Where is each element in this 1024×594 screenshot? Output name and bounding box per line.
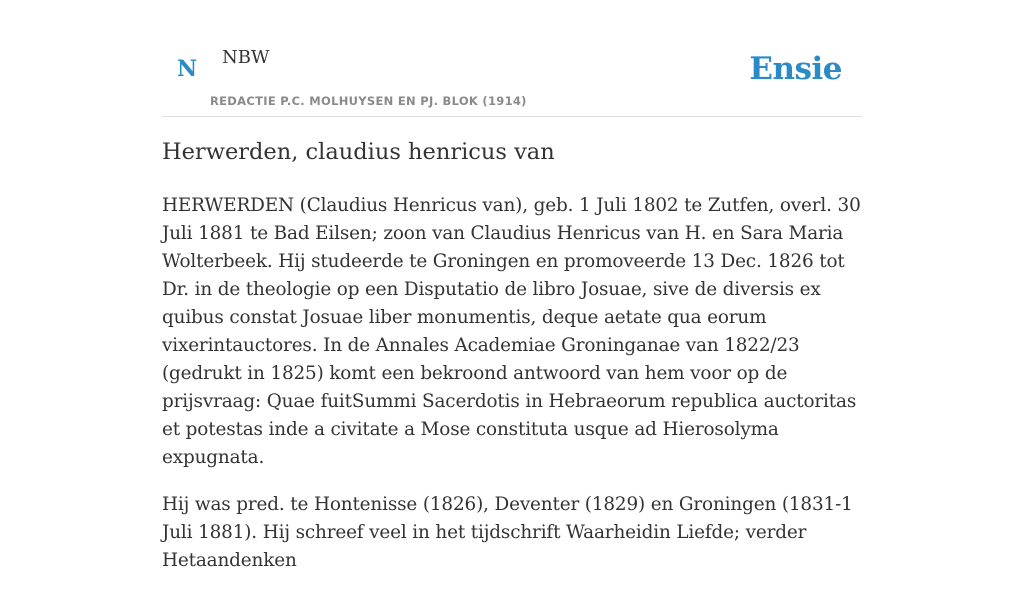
article-title: Herwerden, claudius henricus van xyxy=(162,139,555,165)
article-paragraph: Hij was pred. te Hontenisse (1826), Deventer (1829) en Groningen (1831-1 Juli 1881). Hij schreef veel in het tijdschrift Waarheidin Liefde; verder Hetaandenken xyxy=(162,494,853,571)
article-paragraph: HERWERDEN (Claudius Henricus van), geb. 1 Juli 1802 te Zutfen, overl. 30 Juli 1881 te Bad Eilsen; zoon van Claudius Henricus van H. en Sara Maria Wolterbeek. Hij studeerde te Groningen en promoveerde 13 Dec. 1826 tot Dr. in de theologie op een Disputatio de libro Josuae, sive de diversis ex quibus constat Josuae liber monumentis, deque aetate qua eorum vixerintauctores. In de Annales Academiae Groninganae van 1822/23 (gedrukt in 1825) komt een bekroond antwoord van hem voor op de prijsvraag: Quae fuitSummi Sacerdotis in Hebraeorum republica auctoritas et potestas inde a civitate a Mose constituta usque ad Hierosolyma expugnata. xyxy=(162,195,861,468)
source-subtitle: REDACTIE P.C. MOLHUYSEN EN PJ. BLOK (1914) xyxy=(210,94,527,108)
source-logo[interactable]: N xyxy=(177,56,198,82)
brand-logo[interactable]: Ensie xyxy=(749,51,842,87)
page xyxy=(162,0,862,571)
source-name: NBW xyxy=(222,47,270,68)
article-body xyxy=(162,192,862,594)
header xyxy=(162,0,862,117)
